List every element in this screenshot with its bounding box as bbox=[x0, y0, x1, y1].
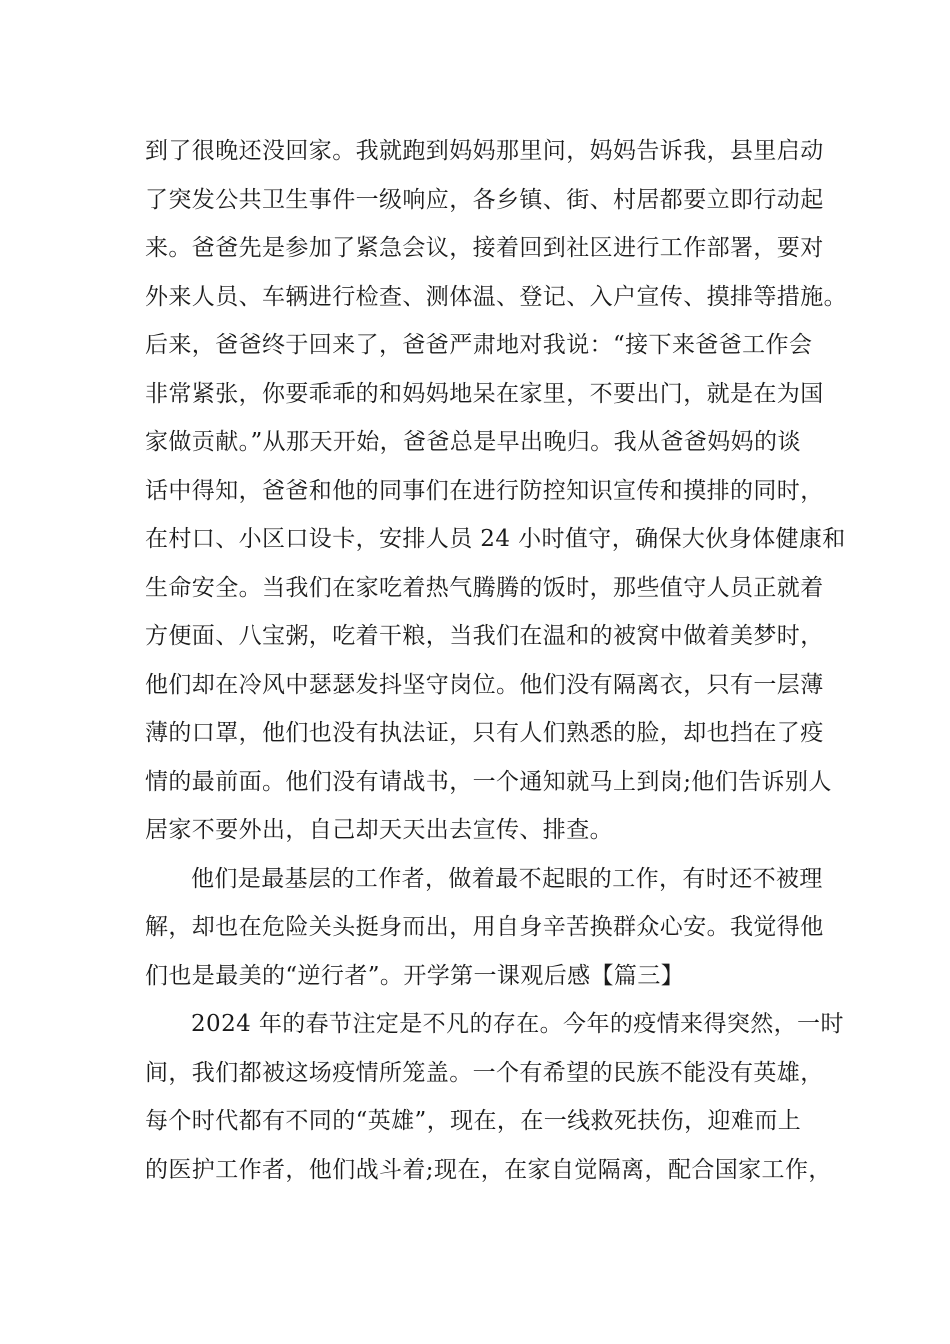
text-line: 他们却在冷风中瑟瑟发抖坚守岗位。他们没有隔离衣，只有一层薄 bbox=[145, 671, 824, 698]
text-line: 外来人员、车辆进行检查、测体温、登记、入户宣传、摸排等措施。 bbox=[145, 283, 847, 310]
text-line: 后来，爸爸终于回来了，爸爸严肃地对我说：“接下来爸爸工作会 bbox=[145, 332, 813, 358]
text-line: 在村口、小区口设卡，安排人员 24 小时值守，确保大伙身体健康和 bbox=[145, 526, 846, 552]
text-line: 居家不要外出，自己却天天出去宣传、排查。 bbox=[145, 817, 613, 843]
text-line: 2024 年的春节注定是不凡的存在。今年的疫情来得突然，一时 bbox=[191, 1011, 844, 1037]
text-line: 了突发公共卫生事件一级响应，各乡镇、街、村居都要立即行动起 bbox=[145, 186, 824, 213]
text-line: 话中得知，爸爸和他的同事们在进行防控知识宣传和摸排的同时， bbox=[145, 477, 824, 504]
text-line: 解，却也在危险关头挺身而出，用自身辛苦换群众心安。我觉得他 bbox=[145, 914, 824, 940]
text-line: 来。爸爸先是参加了紧急会议，接着回到社区进行工作部署，要对 bbox=[145, 235, 824, 261]
text-line: 他们是最基层的工作者，做着最不起眼的工作，有时还不被理 bbox=[191, 865, 823, 892]
text-line: 间，我们都被这场疫情所笼盖。一个有希望的民族不能没有英雄， bbox=[145, 1059, 824, 1086]
text-line: 到了很晚还没回家。我就跑到妈妈那里问，妈妈告诉我，县里启动 bbox=[145, 138, 824, 164]
text-line: 生命安全。当我们在家吃着热气腾腾的饭时，那些值守人员正就着 bbox=[145, 574, 824, 601]
text-line: 方便面、八宝粥，吃着干粮，当我们在温和的被窝中做着美梦时， bbox=[145, 623, 824, 649]
text-line: 的医护工作者，他们战斗着;现在，在家自觉隔离，配合国家工作， bbox=[145, 1156, 832, 1183]
text-line: 每个时代都有不同的“英雄”，现在，在一线救死扶伤，迎难而上 bbox=[145, 1108, 802, 1134]
text-line: 薄的口罩，他们也没有执法证，只有人们熟悉的脸，却也挡在了疫 bbox=[145, 720, 824, 746]
text-line: 非常紧张，你要乖乖的和妈妈地呆在家里，不要出门，就是在为国 bbox=[145, 380, 824, 407]
text-line: 情的最前面。他们没有请战书，一个通知就马上到岗;他们告诉别人 bbox=[145, 768, 832, 795]
text-line: 们也是最美的“逆行者”。开学第一课观后感【篇三】 bbox=[145, 962, 685, 989]
text-line: 家做贡献。”从那天开始，爸爸总是早出晚归。我从爸爸妈妈的谈 bbox=[145, 429, 801, 455]
body-text bbox=[145, 127, 847, 1194]
